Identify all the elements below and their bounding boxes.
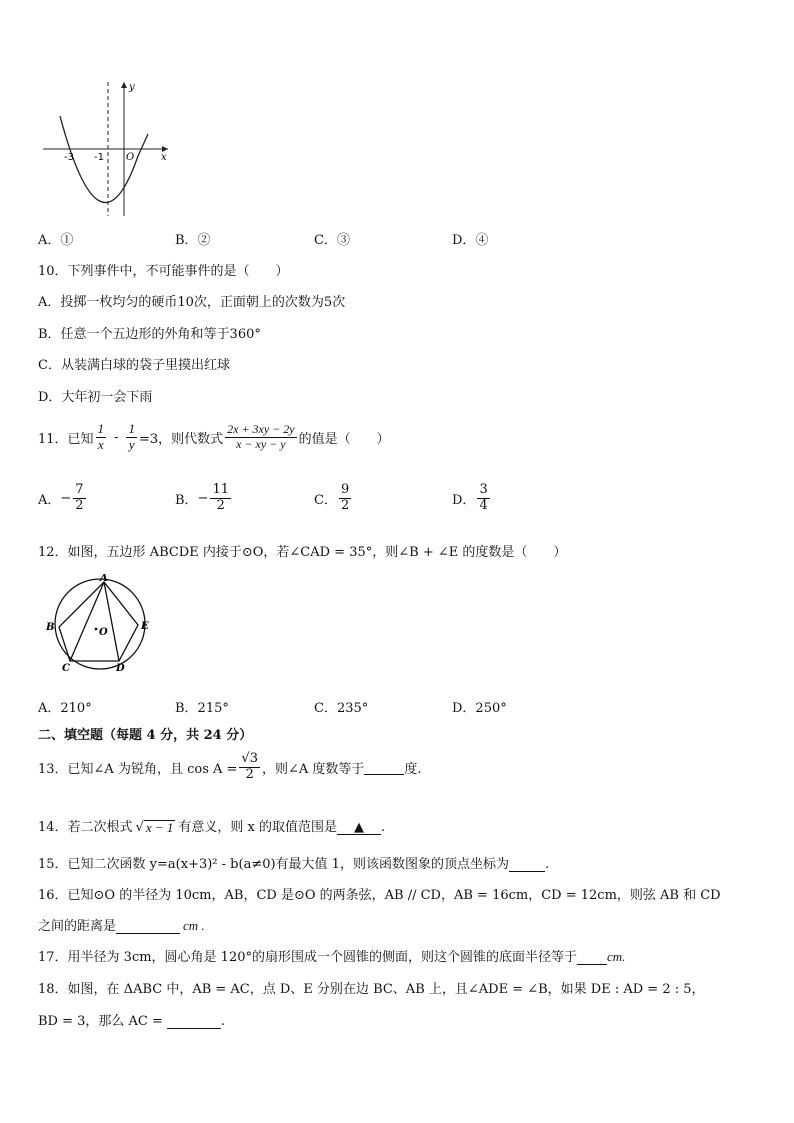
graph-label-neg1: -1 xyxy=(94,152,104,163)
q12-stem: 12．如图，五边形 ABCDE 内接于⊙O，若∠CAD = 35°，则∠B + ∠E 的度数是（ ） xyxy=(38,545,567,560)
figure-label-b: B xyxy=(46,622,55,633)
frac-den: 2 xyxy=(75,497,84,513)
q11-frac-1-over-y xyxy=(126,422,137,453)
radical-sign: √ xyxy=(135,820,144,835)
option-fraction xyxy=(339,483,351,514)
q17-end: cm. xyxy=(607,949,626,964)
q16-line1: 16．已知⊙O 的半径为 10cm，AB，CD 是⊙O 的两条弦，AB // CD，AB = 16cm，CD = 12cm，则弦 AB 和 CD xyxy=(38,888,721,903)
q11-expression-fraction xyxy=(225,423,297,452)
q13 xyxy=(38,752,422,783)
q18-line2 xyxy=(38,1010,225,1029)
q16-line2-prefix: 之间的距离是 xyxy=(38,919,117,934)
q10-option-c: C．从装满白球的袋子里摸出红球 xyxy=(38,358,230,373)
q14 xyxy=(38,816,385,835)
q12-option-b: B．215° xyxy=(175,701,229,716)
q10-option-d: D．大年初一会下雨 xyxy=(38,390,153,405)
q18-answer-blank[interactable] xyxy=(167,1014,221,1029)
q10-stem: 10．下列事件中，不可能事件的是（ ） xyxy=(38,264,289,279)
graph-label-neg3: -3 xyxy=(64,152,74,163)
q18-line2-prefix: BD = 3，那么 AC = xyxy=(38,1014,163,1029)
option-label: B． xyxy=(175,492,198,508)
frac-den: 2 xyxy=(245,766,254,782)
q9-option-a: A．① xyxy=(38,233,74,248)
option-fraction xyxy=(477,483,489,514)
q13-prefix: 13．已知∠A 为锐角，且 cos A = xyxy=(38,761,238,777)
q11-option-c xyxy=(314,483,353,514)
q9-option-d: D．④ xyxy=(452,233,489,248)
figure-label-a: A xyxy=(100,574,108,584)
option-fraction xyxy=(210,483,231,514)
q11-stem xyxy=(38,422,390,453)
q17 xyxy=(38,946,625,965)
q16-line2-suffix: cm . xyxy=(183,918,205,933)
q9-option-b: B．② xyxy=(175,233,211,248)
q11-frac-1-over-x xyxy=(96,422,107,453)
q17-answer-blank[interactable] xyxy=(577,950,607,965)
frac-den: y xyxy=(128,436,135,452)
frac-den: x − xy − y xyxy=(236,436,286,451)
q15-text: 15．已知二次函数 y=a(x+3)² - b(a≠0)有最大值 1，则该函数图象的顶点坐标为 xyxy=(38,857,509,872)
frac-num: √3 xyxy=(241,751,258,766)
figure-label-c: C xyxy=(62,663,70,674)
q14-end: . xyxy=(381,820,386,835)
frac-num: 1 xyxy=(97,421,105,436)
frac-num: 3 xyxy=(479,482,488,497)
option-label: D． xyxy=(452,492,476,508)
graph-label-origin: O xyxy=(126,152,135,163)
q14-placeholder-mark: ▲ xyxy=(354,820,364,835)
option-fraction xyxy=(73,483,85,514)
q18-line2-suffix: . xyxy=(220,1014,226,1029)
q9-option-c: C．③ xyxy=(314,233,350,248)
option-label: C． xyxy=(314,492,337,508)
section-heading: 二、填空题（每题 4 分，共 24 分） xyxy=(38,728,253,743)
q15-answer-blank[interactable] xyxy=(509,857,545,872)
q12-option-c: C．235° xyxy=(314,701,369,716)
q14-answer-blank[interactable] xyxy=(337,820,381,835)
q13-suffix: ，则∠A 度数等于 xyxy=(261,761,365,777)
graph-label-x: x xyxy=(161,152,167,163)
q16-line2 xyxy=(38,915,205,934)
q14-radical xyxy=(136,820,176,835)
parabola-graph xyxy=(38,76,173,218)
frac-den: 2 xyxy=(340,497,350,513)
option-sign: − xyxy=(197,490,209,506)
pentagon-circle-figure xyxy=(42,574,157,674)
frac-den: 2 xyxy=(216,497,225,513)
q11-suffix: 的值是（ ） xyxy=(298,431,390,447)
q12-option-a: A．210° xyxy=(38,701,92,716)
frac-num: 9 xyxy=(340,482,350,497)
frac-num: 1 xyxy=(128,421,135,436)
q15-end: . xyxy=(544,857,550,872)
q14-prefix: 14．若二次根式 xyxy=(38,820,133,835)
q11-minus: - xyxy=(114,429,119,445)
q18-line1: 18．如图，在 ΔABC 中，AB = AC，点 D、E 分别在边 BC、AB 上，且∠ADE = ∠B，如果 DE : AD = 2 : 5， xyxy=(38,982,705,997)
frac-num: 11 xyxy=(212,482,230,497)
radicand: x − 1 xyxy=(145,819,174,835)
q13-end: 度. xyxy=(404,761,422,777)
q10-option-b: B．任意一个五边形的外角和等于360° xyxy=(38,327,261,342)
option-sign: − xyxy=(60,490,72,506)
frac-den: 4 xyxy=(479,497,488,513)
figure-label-o: O xyxy=(99,627,108,638)
frac-den: x xyxy=(97,436,104,452)
q13-answer-blank[interactable] xyxy=(364,760,404,775)
q11-prefix: 11．已知 xyxy=(38,431,94,447)
q14-suffix: 有意义，则 x 的取值范围是 xyxy=(178,820,337,835)
q13-fraction xyxy=(239,752,260,783)
option-label: A． xyxy=(38,492,61,508)
q15 xyxy=(38,853,549,872)
q11-option-a xyxy=(38,483,88,514)
q11-option-d xyxy=(452,483,492,514)
q11-option-b xyxy=(175,483,233,514)
frac-num: 2x + 3xy − 2y xyxy=(227,422,295,437)
q11-mid: =3，则代数式 xyxy=(138,431,224,447)
graph-label-y: y xyxy=(129,82,135,93)
q10-option-a: A．投掷一枚均匀的硬币10次，正面朝上的次数为5次 xyxy=(38,295,346,310)
q16-answer-blank[interactable] xyxy=(116,919,180,934)
q12-option-d: D．250° xyxy=(452,701,507,716)
frac-num: 7 xyxy=(75,482,84,497)
figure-label-e: E xyxy=(141,621,149,632)
figure-label-d: D xyxy=(116,663,125,674)
q17-text: 17．用半径为 3cm，圆心角是 120°的扇形围成一个圆锥的侧面，则这个圆锥的底面半径等于 xyxy=(38,950,577,965)
